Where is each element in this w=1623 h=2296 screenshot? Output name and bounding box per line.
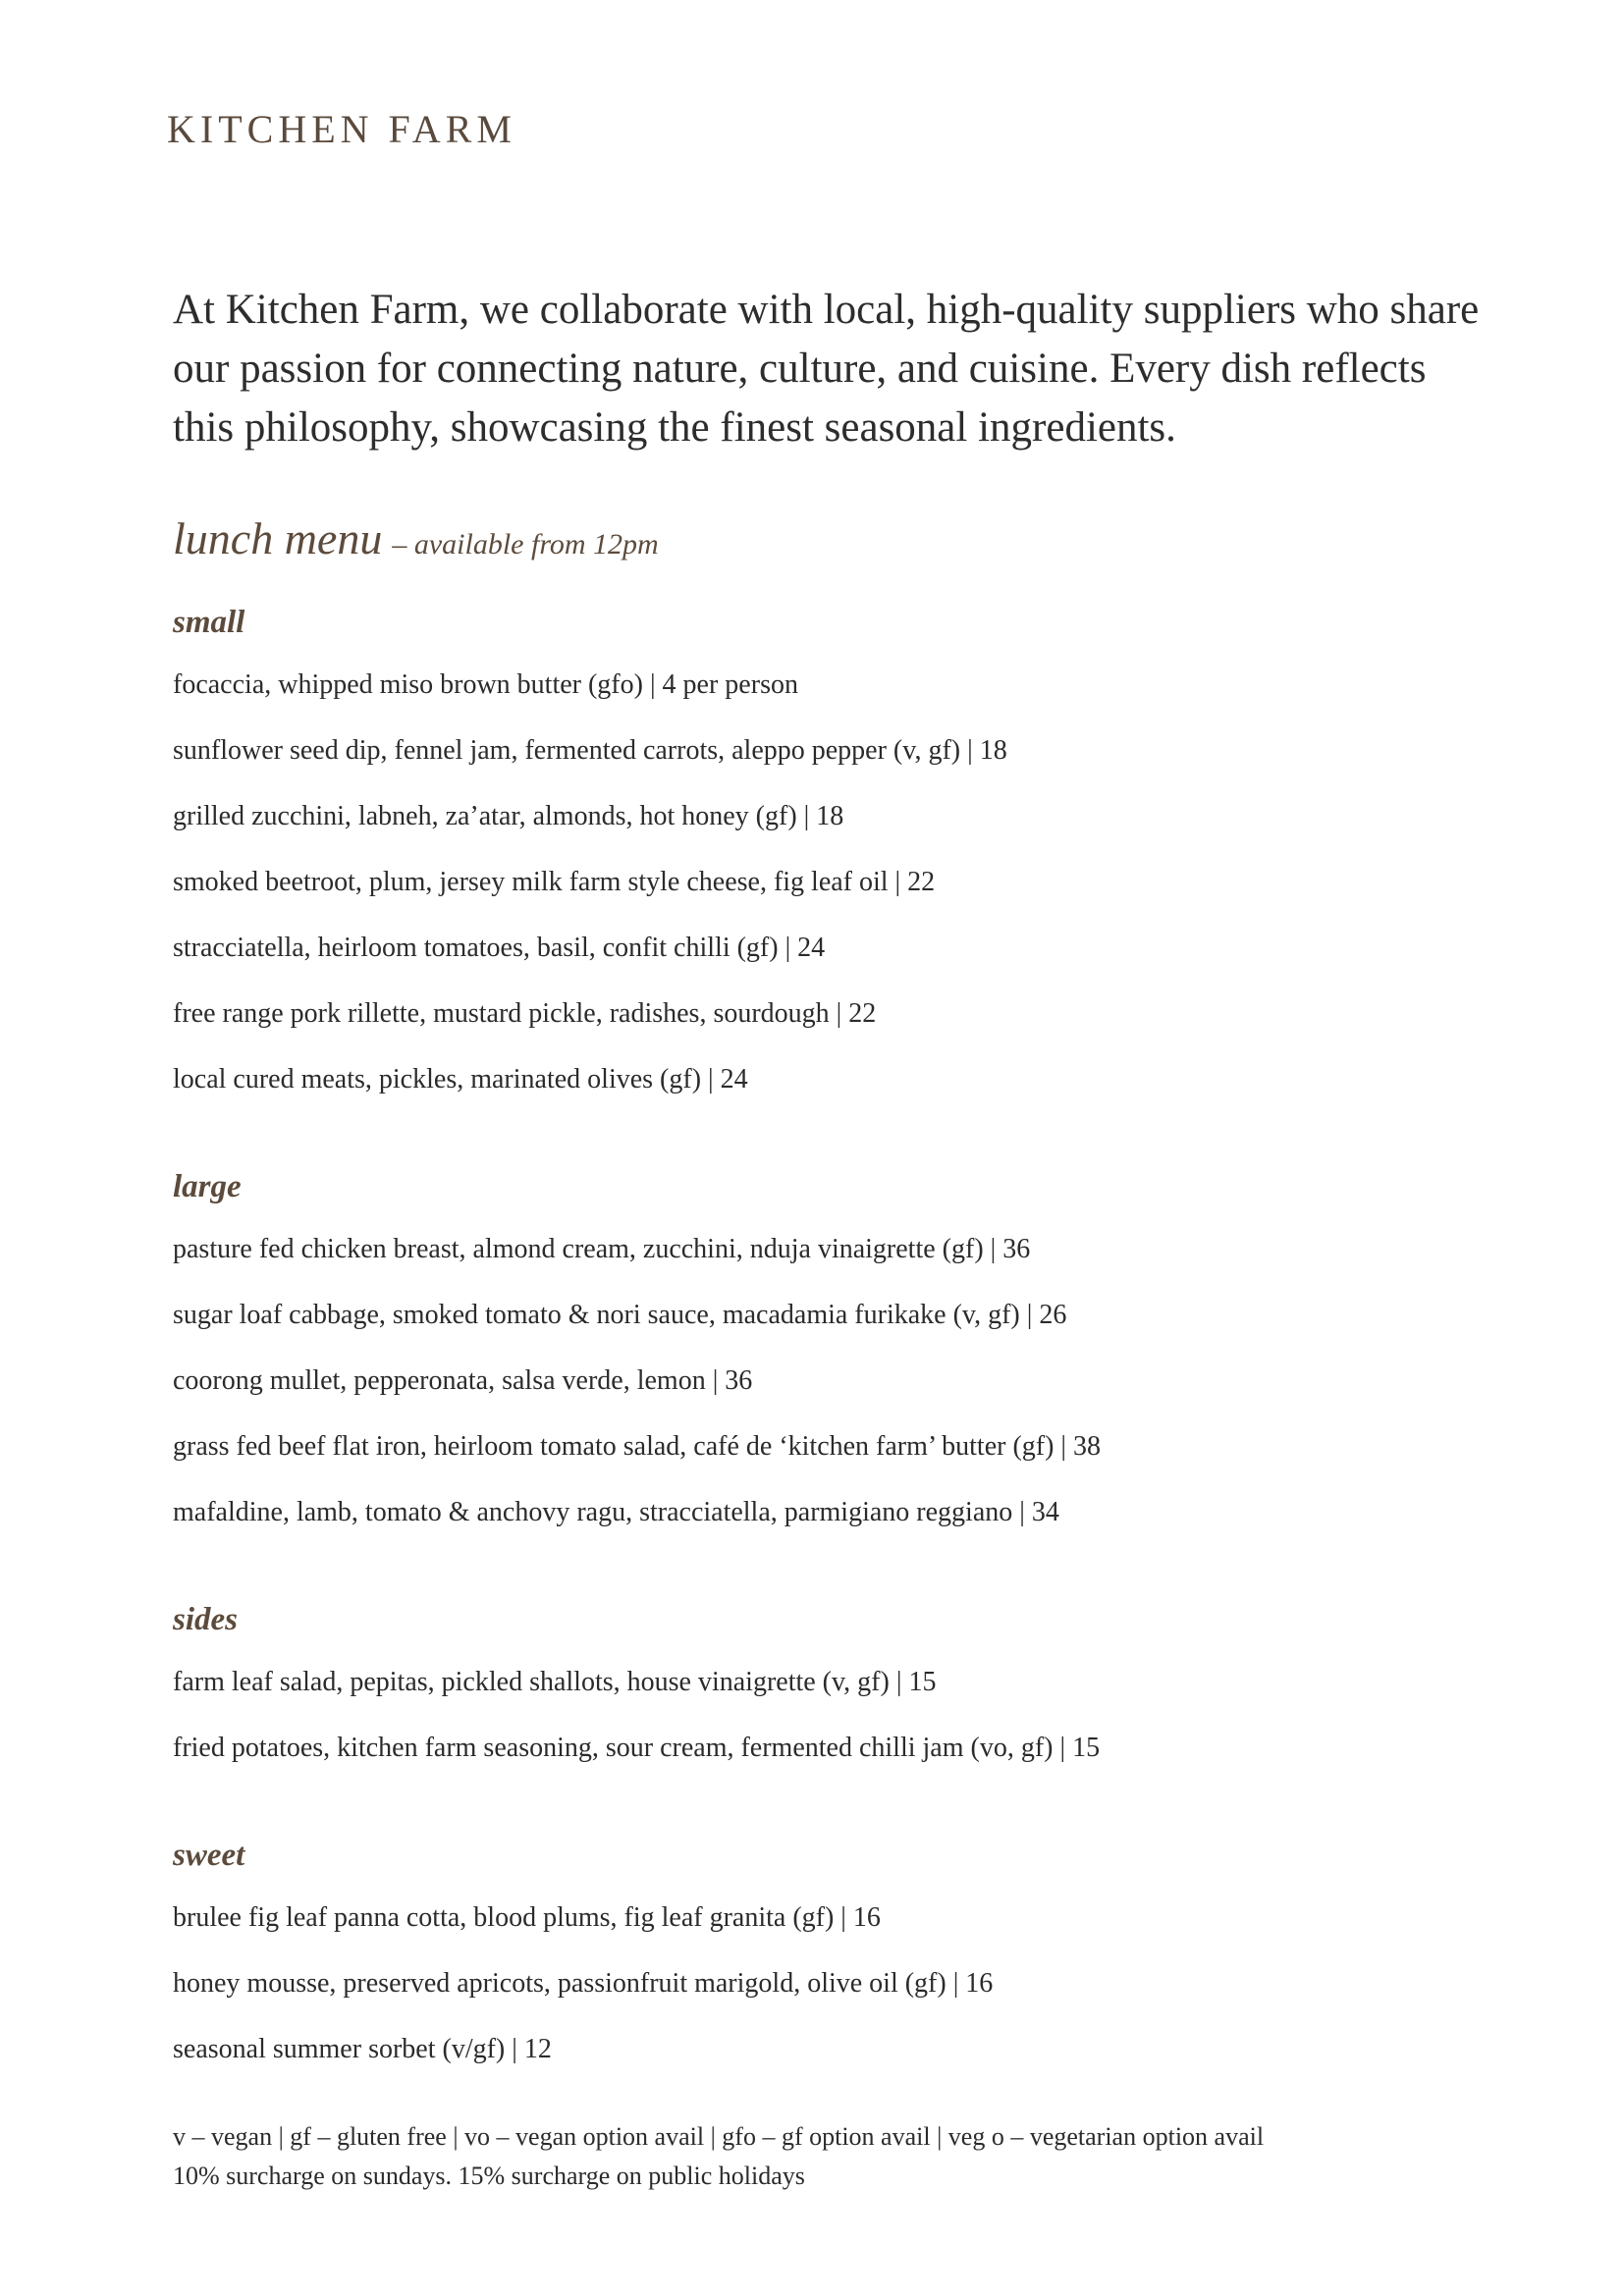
section-title: sides [173, 1602, 238, 1637]
menu-title: lunch menu [173, 513, 383, 563]
section-title: large [173, 1169, 242, 1204]
menu-item: brulee fig leaf panna cotta, blood plums, fig leaf granita (gf) | 16 [173, 1902, 881, 1933]
dietary-legend: v – vegan | gf – gluten free | vo – vegan option avail | gfo – gf option avail | veg o – vegetarian option avail [173, 2122, 1265, 2151]
menu-item: grilled zucchini, labneh, za’atar, almonds, hot honey (gf) | 18 [173, 801, 844, 831]
footer [173, 2117, 1528, 2196]
brand-logo: KITCHEN FARM [167, 107, 516, 151]
menu-content [173, 593, 1528, 2082]
menu-item: stracciatella, heirloom tomatoes, basil, confit chilli (gf) | 24 [173, 933, 826, 963]
menu-item: farm leaf salad, pepitas, pickled shallots, house vinaigrette (v, gf) | 15 [173, 1667, 937, 1697]
menu-item: sugar loaf cabbage, smoked tomato & nori sauce, macadamia furikake (v, gf) | 26 [173, 1300, 1067, 1330]
section-title: sweet [173, 1838, 245, 1873]
intro-paragraph: At Kitchen Farm, we collaborate with local, high-quality suppliers who share our passion for connecting nature, culture, and cuisine. Every dish reflects this philosophy, showcasing the finest seasonal ingredients. [173, 287, 1480, 451]
menu-item: smoked beetroot, plum, jersey milk farm style cheese, fig leaf oil | 22 [173, 867, 936, 897]
section-sweet [173, 1826, 1528, 2082]
section-small [173, 593, 1528, 1112]
menu-item: honey mousse, preserved apricots, passionfruit marigold, olive oil (gf) | 16 [173, 1968, 994, 1999]
menu-item: grass fed beef flat iron, heirloom tomato salad, café de ‘kitchen farm’ butter (gf) | 38 [173, 1431, 1102, 1462]
menu-item: focaccia, whipped miso brown butter (gfo) | 4 per person [173, 669, 798, 700]
menu-item: coorong mullet, pepperonata, salsa verde, lemon | 36 [173, 1365, 753, 1396]
section-title: small [173, 605, 245, 640]
menu-item: fried potatoes, kitchen farm seasoning, sour cream, fermented chilli jam (vo, gf) | 15 [173, 1733, 1101, 1763]
menu-item: free range pork rillette, mustard pickle, radishes, sourdough | 22 [173, 998, 877, 1029]
section-sides [173, 1590, 1528, 1781]
menu-item: sunflower seed dip, fennel jam, fermented carrots, aleppo pepper (v, gf) | 18 [173, 735, 1007, 766]
menu-subtitle: – available from 12pm [392, 528, 659, 561]
surcharge-note: 10% surcharge on sundays. 15% surcharge on public holidays [173, 2162, 805, 2190]
menu-item: local cured meats, pickles, marinated olives (gf) | 24 [173, 1064, 748, 1095]
menu-heading [173, 512, 659, 564]
menu-item: seasonal summer sorbet (v/gf) | 12 [173, 2034, 552, 2064]
menu-item: mafaldine, lamb, tomato & anchovy ragu, stracciatella, parmigiano reggiano | 34 [173, 1497, 1059, 1527]
menu-item: pasture fed chicken breast, almond cream, zucchini, nduja vinaigrette (gf) | 36 [173, 1234, 1031, 1264]
section-large [173, 1157, 1528, 1545]
